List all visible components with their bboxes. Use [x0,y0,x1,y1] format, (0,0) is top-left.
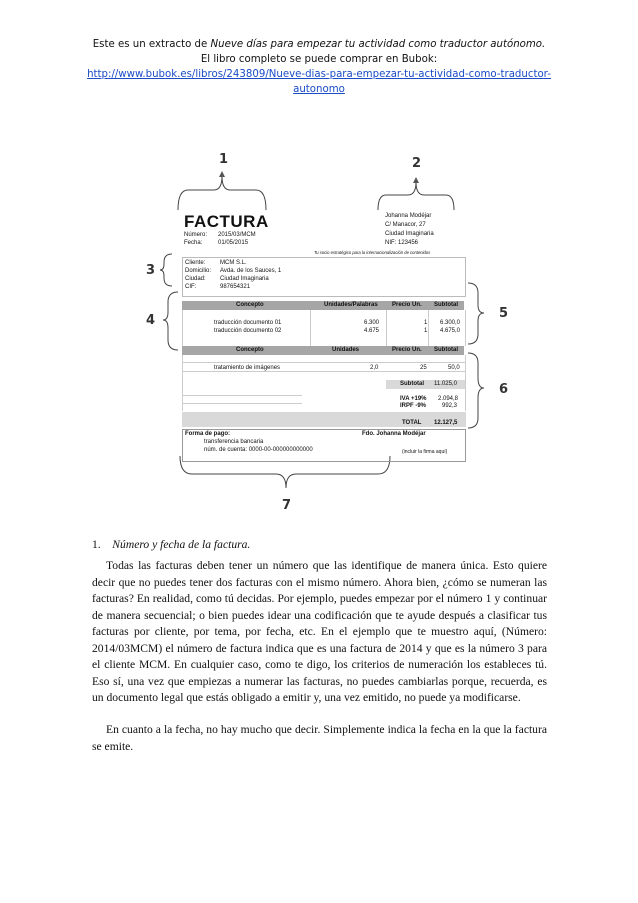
cif-label: CIF: [185,284,197,290]
firma-placeholder: (incluir la firma aquí) [402,449,448,455]
t2-row1-subtotal: 50,0 [448,365,460,371]
t2-row1-unidades: 2,0 [370,365,379,371]
total-value: 12.127,5 [434,420,458,426]
subtotal-value: 11.025,0 [434,381,457,387]
issuer-nif: NIF: 123456 [385,240,419,246]
t2-rule [182,395,302,396]
t1-col-precio: Precio Un. [392,302,422,308]
firma-label: Fdo. Johanna Modéjar [362,431,426,437]
callout-2: 2 [412,156,422,171]
irpf-label: IRPF -9% [400,403,427,409]
t1-row2-subtotal: 4.675,0 [440,328,461,334]
t1-row2-unidades: 4.675 [364,328,380,334]
t1-row2-concepto: traducción documento 02 [214,328,282,334]
t2-col-precio: Precio Un. [392,347,422,353]
callout-5: 5 [499,306,509,321]
subtotal-label: Subtotal [400,381,424,387]
tagline: Tu socio estratégico para la internacionalización de contenidos [314,250,431,255]
section-number: 1. [92,538,101,551]
t2-col-subtotal: Subtotal [434,347,458,353]
section-heading [92,537,547,554]
forma-pago-label: Forma de pago: [185,431,231,437]
t1-divider [428,310,429,346]
link-line-2: autonomo [293,84,345,95]
t2-row1-precio: 25 [420,365,427,371]
total-label: TOTAL [402,420,422,426]
t1-row1-unidades: 6.300 [364,320,380,326]
bracket-6 [468,353,484,428]
issuer-name: Johanna Modéjar [385,213,432,219]
header-line-2: El libro completo se puede comprar en Bubok: [200,54,438,65]
ciudad-value: Ciudad Imaginaria [220,276,269,282]
t1-divider [386,310,387,346]
t1-row2-precio: 1 [424,328,428,334]
irpf-value: 992,3 [442,403,458,409]
cliente-label: Cliente: [185,260,206,266]
paragraph-1: Todas las facturas deben tener un número que las identifique de manera única. Esto quiere decir que no puedes tener dos facturas con el mismo número. Ahora bien, ¿cómo se numeran las facturas? En realidad, como tú decidas. Por ejemplo, puedes empezar por el número 1 y continuar de manera secuencial; o bien puedes idear una codificación que te ayude después a clasificar tus facturas por cliente, por tema, por fecha, etc. En el ejemplo que te muestro aquí, (Número: 2014/03MCM) el número de factura indica que es una factura de 2014 y que es la número 3 para el cliente MCM. En cualquier caso, como te digo, los criterios de numeración los estableces tú. Eso sí, una vez que empiezas a numerar las facturas, no puedes cambiarlas porque, recuerda, es un documento legal que estás obligado a emitir y, una vez emitido, no puede ya modificarse. [92,559,547,704]
t2-col-unidades: Unidades [332,347,360,353]
numero-value: 2015/03/MCM [218,232,256,238]
t1-col-subtotal: Subtotal [434,302,458,308]
t1-row1-subtotal: 6.300,0 [440,320,461,326]
t1-row1-concepto: traducción documento 01 [214,320,282,326]
cuenta-value: núm. de cuenta: 0000-00-000000000000 [204,447,313,453]
link-line-1: http://www.bubok.es/libros/243809/Nueve-dias-para-empezar-tu-actividad-como-traductor- [87,69,551,80]
fecha-value: 01/05/2015 [218,240,249,246]
forma-pago-value: transferencia bancaria [204,439,264,445]
bracket-4 [163,292,178,350]
header-line-1: Este es un extracto de Nueve días para empezar tu actividad como traductor autónomo. [92,39,546,50]
iva-value: 2.094,8 [438,396,459,402]
callout-3: 3 [146,263,156,278]
t1-divider [310,310,311,346]
t1-col-unidades: Unidades/Palabras [324,302,378,308]
total-band [182,412,466,427]
bracket-5 [468,283,484,344]
t1-row1-precio: 1 [424,320,428,326]
domicilio-label: Domicilio: [185,268,212,274]
t2-row1-concepto: tratamiento de imágenes [214,365,281,371]
t2-rule [182,403,302,404]
domicilio-value: Avda. de los Sauces, 1 [220,268,282,274]
callout-1: 1 [219,152,229,167]
t2-col-concepto: Concepto [236,347,264,353]
callout-7: 7 [282,498,292,513]
callout-6: 6 [499,382,509,397]
callout-4: 4 [146,313,156,328]
book-title: Nueve días para empezar tu actividad como traductor autónomo. [210,39,546,50]
issuer-city: Ciudad Imaginaria [385,231,434,237]
section-title: Número y fecha de la factura. [112,538,251,551]
numero-label: Número: [184,232,208,238]
t1-col-concepto: Concepto [236,302,264,308]
invoice-title: FACTURA [184,212,269,231]
issuer-street: C/ Manacor, 27 [385,222,426,228]
invoice [180,205,466,465]
cif-value: 987654321 [220,284,251,290]
fecha-label: Fecha: [184,240,203,246]
ciudad-label: Ciudad: [185,276,206,282]
cliente-value: MCM S.L. [220,260,247,266]
t2-rule [182,362,466,363]
iva-label: IVA +19% [400,396,427,402]
bracket-3 [160,254,172,286]
paragraph-2: En cuanto a la fecha, no hay mucho que decir. Simplemente indica la fecha en la que la factura se emite. [92,723,547,753]
